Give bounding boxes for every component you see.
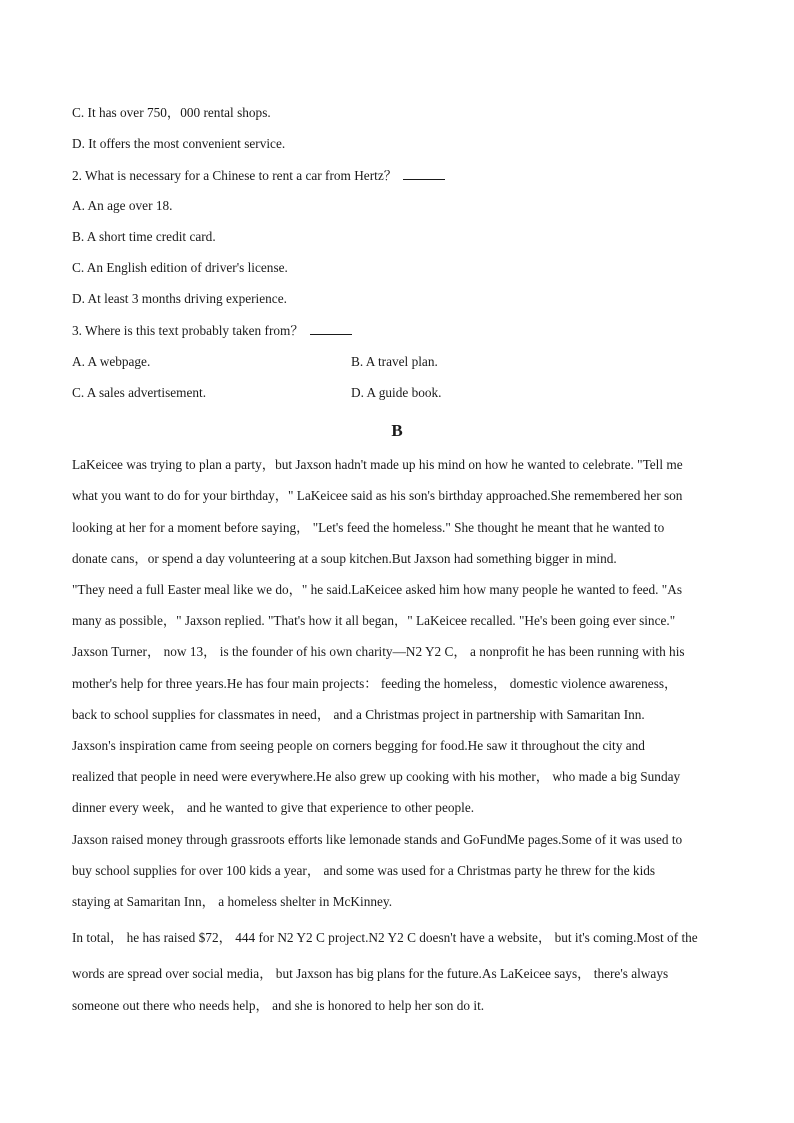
q2-option-b: B. A short time credit card. <box>72 229 216 244</box>
passage-line: buy school supplies for over 100 kids a year， and some was used for a Christmas party he threw for the kids <box>72 863 656 878</box>
q2-option-d: D. At least 3 months driving experience. <box>72 291 287 306</box>
passage-line: someone out there who needs help， and she is honored to help her son do it. <box>72 998 485 1013</box>
q1-option-d: D. It offers the most convenient service. <box>72 136 286 151</box>
q3-option-a: A. A webpage. <box>72 354 151 369</box>
section-b-title: B <box>391 421 403 440</box>
passage-line: Jaxson raised money through grassroots efforts like lemonade stands and GoFundMe pages.Some of it was used to <box>72 832 683 847</box>
q1-option-c: C. It has over 750，000 rental shops. <box>72 105 271 120</box>
q2-question-text: 2. What is necessary for a Chinese to rent a car from Hertz？ <box>72 168 398 183</box>
passage-line: many as possible，" Jaxson replied. "That's how it all began，" LaKeicee recalled. "He's been going ever since." <box>72 613 676 628</box>
passage-line: mother's help for three years.He has four main projects： feeding the homeless， domestic violence awareness， <box>72 676 678 691</box>
q2-option-c: C. An English edition of driver's license. <box>72 260 288 275</box>
q3-option-c: C. A sales advertisement. <box>72 385 207 400</box>
passage-line: words are spread over social media， but Jaxson has big plans for the future.As LaKeicee says， there's always <box>72 966 669 981</box>
q3-option-d: D. A guide book. <box>351 385 442 400</box>
q2-option-a: A. An age over 18. <box>72 198 173 213</box>
q3-question <box>72 322 352 339</box>
q3-option-b: B. A travel plan. <box>351 354 438 369</box>
q3-question-text: 3. Where is this text probably taken from？ <box>72 323 304 338</box>
passage-line: Jaxson's inspiration came from seeing people on corners begging for food.He saw it throughout the city and <box>72 738 645 753</box>
passage-line: LaKeicee was trying to plan a party，but Jaxson hadn't made up his mind on how he wanted to celebrate. "Tell me <box>72 457 683 472</box>
q2-answer-blank <box>403 167 445 180</box>
passage-line: donate cans，or spend a day volunteering at a soup kitchen.But Jaxson had something bigger in mind. <box>72 551 617 566</box>
passage-line: dinner every week， and he wanted to give that experience to other people. <box>72 800 475 815</box>
passage-line: back to school supplies for classmates in need， and a Christmas project in partnership with Samaritan Inn. <box>72 707 645 722</box>
passage-line: looking at her for a moment before saying， "Let's feed the homeless." She thought he meant that he wanted to <box>72 520 665 535</box>
passage-line: realized that people in need were everywhere.He also grew up cooking with his mother， who made a big Sunday <box>72 769 681 784</box>
q2-question <box>72 167 445 184</box>
passage-line: "They need a full Easter meal like we do，" he said.LaKeicee asked him how many people he wanted to feed. "As <box>72 582 682 597</box>
passage-line: In total， he has raised $72， 444 for N2 Y2 C project.N2 Y2 C doesn't have a website， but it's coming.Most of the <box>72 930 698 945</box>
passage-line: what you want to do for your birthday，" LaKeicee said as his son's birthday approached.She remembered her son <box>72 488 683 503</box>
passage-line: Jaxson Turner， now 13， is the founder of his own charity—N2 Y2 C， a nonprofit he has been running with his <box>72 644 685 659</box>
passage-line: staying at Samaritan Inn， a homeless shelter in McKinney. <box>72 894 393 909</box>
q3-answer-blank <box>310 322 352 335</box>
